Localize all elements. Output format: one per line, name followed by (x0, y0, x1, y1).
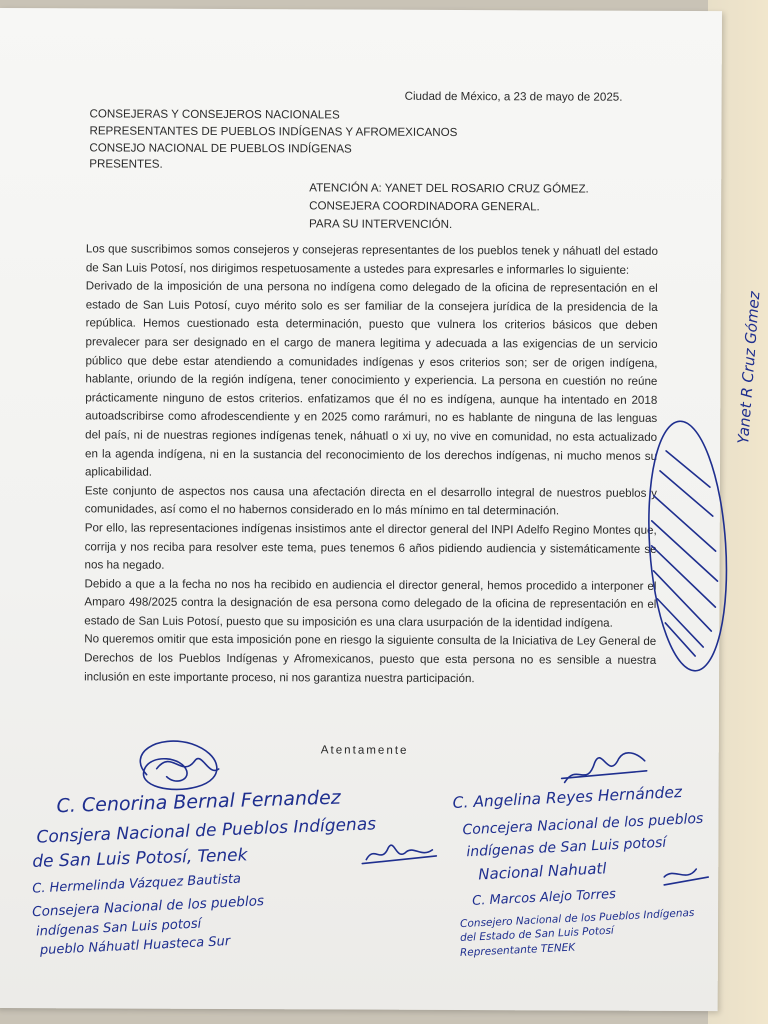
signer-title: Consejero Nacional de los Pueblos Indígenas (459, 906, 695, 931)
addressee-line: CONSEJO NACIONAL DE PUEBLOS INDÍGENAS (89, 140, 352, 156)
signature-scribble (664, 869, 708, 885)
signer-title: Representante TENEK (459, 941, 576, 960)
addressee-line: REPRESENTANTES DE PUEBLOS INDÍGENAS Y AFROMEXICANOS (89, 124, 458, 139)
signer-name: C. Cenorina Bernal Fernandez (56, 786, 342, 818)
signature-scribble (140, 741, 217, 790)
signer-title: Consejera Nacional de los pueblos (31, 893, 265, 921)
body-paragraph: No queremos omitir que esta imposición pone en riesgo la siguiente consulta de la Iniciativa de Ley General de Derechos de los Pueblos Indígenas y Afromexicanos, puesto que esta persona no es sensible a nuestra inclusión en este importante proceso, ni nos garantiza nuestra participación. (84, 632, 657, 685)
signature-scribble (565, 753, 645, 783)
signature-scribble (157, 758, 219, 770)
addressee-block (89, 106, 509, 175)
signer-title: Nacional Nahuatl (477, 859, 607, 884)
signature-scribble (562, 770, 647, 778)
signer-title: de San Luis Potosí, Tenek (32, 845, 248, 872)
signer-title: indígenas de San Luis potosí (466, 834, 667, 861)
signer-title: Consjera Nacional de Pueblos Indígenas (36, 814, 377, 848)
signer-name: C. Hermelinda Vázquez Bautista (31, 871, 242, 897)
signer-name: C. Angelina Reyes Hernández (452, 782, 683, 812)
signer-title: pueblo Náhuatl Huasteca Sur (39, 934, 231, 959)
signer-title: Concejera Nacional de los pueblos (462, 810, 704, 839)
signer-title: indígenas San Luis potosí (35, 916, 202, 940)
signature-scribble (362, 856, 436, 864)
body-paragraph: Derivado de la imposición de una persona no indígena como delegado de la oficina de representación en el estado de San Luis Potosí, cuyo mérito solo es ser familiar de la consejera jurídica de la presidencia de la república. Hemos cuestionado esta determinación, puesto que vulnera los criterios básicos que deben prevalecer para ser designado en el cargo de manera legitima y adecuada a las exigencias de un servicio público que debe estar atendiendo a comunidades indígenas y esos criterios son; ser de origen indígena, hablante, oriundo de la región indígena, tener conocimiento y experiencia. La persona en cuestión no reúne prácticamente ninguno de estos criterios. enfatizamos que él no es indígena, aunque ha intentado en 2018 autoadscribirse como afrodescendiente y en 2025 como rarámuri, no es hablante de ninguna de las lenguas del país, ni de nuestras regiones indígenas tenek, náhuatl o xi uy, no vive en comunidad, no esta actualizado en la agenda indígena, ni en la sustancia del reconocimiento de los derechos indígenas, ni mucho menos su aplicabilidad. (84, 279, 658, 479)
body-paragraph: Debido a que a la fecha no nos ha recibido en audiencia el director general, hemos procedido a interponer el Amparo 498/2025 contra la designación de esa persona como delegado de la oficina de representación en el estado de San Luis Potosí, puesto que su imposición es una clara usurpación de la identidad indígena. (84, 577, 657, 630)
attention-line: CONSEJERA COORDINADORA GENERAL. (309, 199, 540, 214)
letter-date: Ciudad de México, a 23 de mayo de 2025. (404, 89, 623, 104)
body-paragraph: Este conjunto de aspectos nos causa una afectación directa en el desarrollo integral de nuestros pueblos y comunidades, así como el no habernos considerado en lo más mínimo en tal determinación. (84, 484, 657, 518)
attention-block (309, 179, 629, 234)
addressee-line: CONSEJERAS Y CONSEJEROS NACIONALES (89, 107, 340, 122)
letter-body (84, 240, 658, 689)
closing-text: Atentamente (320, 743, 409, 757)
letter-page (0, 8, 764, 1011)
attention-line: ATENCIÓN A: YANET DEL ROSARIO CRUZ GÓMEZ. (309, 181, 589, 196)
body-paragraph: Los que suscribimos somos consejeros y consejeras representantes de los pueblos tenek y náhuatl del estado de San Luis Potosí, nos dirigimos respetuosamente a ustedes para expresarles e informarles lo siguiente: (85, 242, 658, 277)
signer-name: C. Marcos Alejo Torres (471, 886, 617, 909)
signature-scribble (366, 845, 432, 860)
margin-hatch (651, 451, 718, 656)
addressee-line: PRESENTES. (89, 157, 163, 172)
attention-line: PARA SU INTERVENCIÓN. (309, 217, 453, 231)
margin-signature-name: Yanet R Cruz Gómez (734, 290, 764, 445)
signer-title: del Estado de San Luis Potosí (459, 924, 615, 945)
body-paragraph: Por ello, las representaciones indígenas insistimos ante el director general del INPI Adelfo Regino Montes que, corrija y nos reciba para resolver este tema, pues tenemos 6 años pidiendo audiencia y sistemáticamente se nos ha negado. (84, 521, 657, 572)
